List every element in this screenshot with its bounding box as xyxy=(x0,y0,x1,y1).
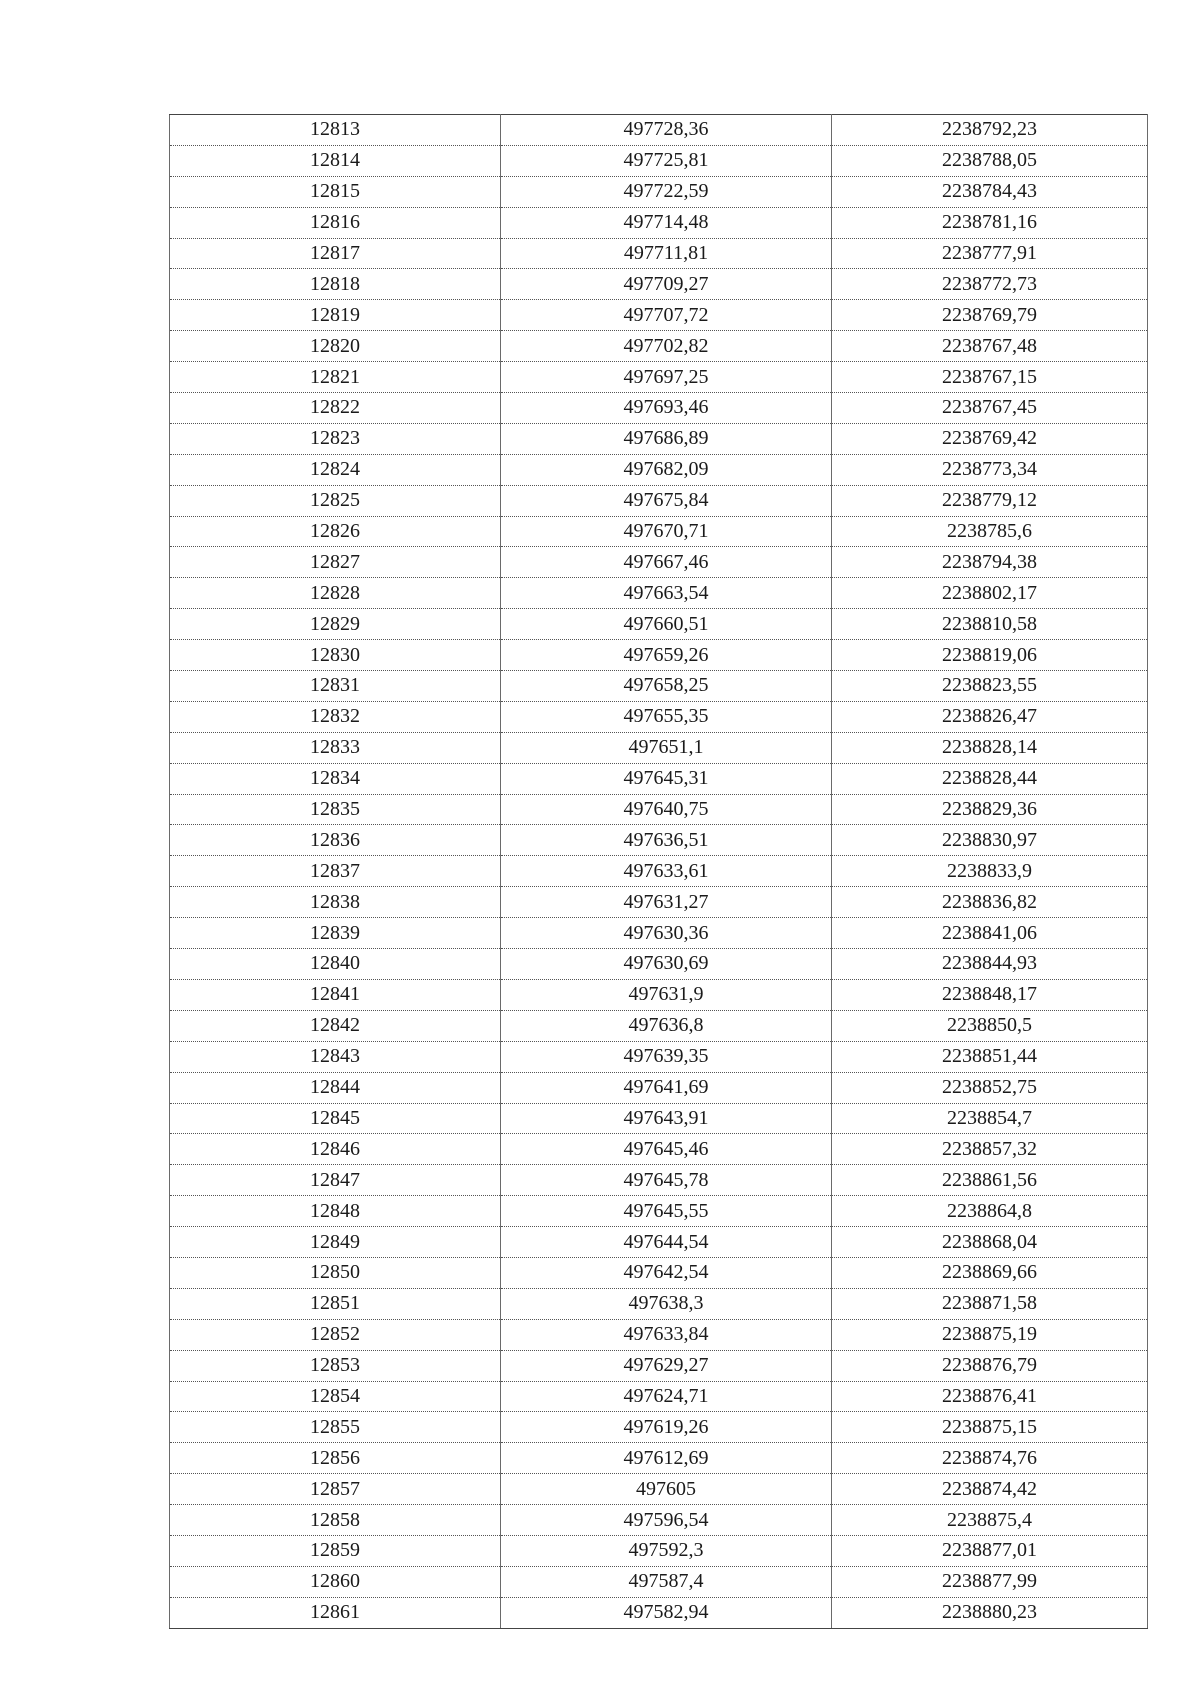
y-coordinate-cell: 2238777,91 xyxy=(832,238,1148,269)
x-coordinate-cell: 497587,4 xyxy=(501,1566,832,1597)
table-row xyxy=(170,825,1148,856)
table-row xyxy=(170,1072,1148,1103)
y-coordinate-cell: 2238848,17 xyxy=(832,979,1148,1010)
y-coordinate-cell: 2238772,73 xyxy=(832,269,1148,300)
y-coordinate-cell: 2238841,06 xyxy=(832,918,1148,949)
point-number-cell: 12836 xyxy=(170,825,501,856)
table-row xyxy=(170,763,1148,794)
x-coordinate-cell: 497592,3 xyxy=(501,1535,832,1566)
point-number-cell: 12860 xyxy=(170,1566,501,1597)
x-coordinate-cell: 497630,69 xyxy=(501,949,832,980)
x-coordinate-cell: 497630,36 xyxy=(501,918,832,949)
x-coordinate-cell: 497631,9 xyxy=(501,979,832,1010)
x-coordinate-cell: 497659,26 xyxy=(501,640,832,671)
y-coordinate-cell: 2238875,19 xyxy=(832,1319,1148,1350)
x-coordinate-cell: 497725,81 xyxy=(501,145,832,176)
point-number-cell: 12838 xyxy=(170,887,501,918)
table-row xyxy=(170,362,1148,393)
x-coordinate-cell: 497641,69 xyxy=(501,1072,832,1103)
x-coordinate-cell: 497645,46 xyxy=(501,1134,832,1165)
x-coordinate-cell: 497711,81 xyxy=(501,238,832,269)
point-number-cell: 12822 xyxy=(170,393,501,424)
point-number-cell: 12859 xyxy=(170,1535,501,1566)
y-coordinate-cell: 2238779,12 xyxy=(832,485,1148,516)
table-row xyxy=(170,207,1148,238)
x-coordinate-cell: 497645,78 xyxy=(501,1165,832,1196)
table-row xyxy=(170,949,1148,980)
y-coordinate-cell: 2238857,32 xyxy=(832,1134,1148,1165)
y-coordinate-cell: 2238877,01 xyxy=(832,1535,1148,1566)
y-coordinate-cell: 2238876,41 xyxy=(832,1381,1148,1412)
table-row xyxy=(170,1103,1148,1134)
y-coordinate-cell: 2238874,42 xyxy=(832,1474,1148,1505)
x-coordinate-cell: 497660,51 xyxy=(501,609,832,640)
point-number-cell: 12828 xyxy=(170,578,501,609)
y-coordinate-cell: 2238802,17 xyxy=(832,578,1148,609)
y-coordinate-cell: 2238844,93 xyxy=(832,949,1148,980)
point-number-cell: 12855 xyxy=(170,1412,501,1443)
x-coordinate-cell: 497638,3 xyxy=(501,1288,832,1319)
y-coordinate-cell: 2238792,23 xyxy=(832,115,1148,146)
coordinates-table-body xyxy=(170,115,1148,1629)
x-coordinate-cell: 497658,25 xyxy=(501,671,832,702)
point-number-cell: 12853 xyxy=(170,1350,501,1381)
point-number-cell: 12813 xyxy=(170,115,501,146)
x-coordinate-cell: 497636,51 xyxy=(501,825,832,856)
point-number-cell: 12814 xyxy=(170,145,501,176)
y-coordinate-cell: 2238781,16 xyxy=(832,207,1148,238)
y-coordinate-cell: 2238769,79 xyxy=(832,300,1148,331)
x-coordinate-cell: 497655,35 xyxy=(501,701,832,732)
table-row xyxy=(170,238,1148,269)
point-number-cell: 12826 xyxy=(170,516,501,547)
x-coordinate-cell: 497709,27 xyxy=(501,269,832,300)
x-coordinate-cell: 497631,27 xyxy=(501,887,832,918)
y-coordinate-cell: 2238871,58 xyxy=(832,1288,1148,1319)
point-number-cell: 12848 xyxy=(170,1196,501,1227)
point-number-cell: 12849 xyxy=(170,1227,501,1258)
point-number-cell: 12858 xyxy=(170,1505,501,1536)
x-coordinate-cell: 497667,46 xyxy=(501,547,832,578)
point-number-cell: 12817 xyxy=(170,238,501,269)
point-number-cell: 12834 xyxy=(170,763,501,794)
x-coordinate-cell: 497651,1 xyxy=(501,732,832,763)
x-coordinate-cell: 497714,48 xyxy=(501,207,832,238)
table-row xyxy=(170,1288,1148,1319)
y-coordinate-cell: 2238828,14 xyxy=(832,732,1148,763)
y-coordinate-cell: 2238850,5 xyxy=(832,1010,1148,1041)
table-row xyxy=(170,176,1148,207)
y-coordinate-cell: 2238767,48 xyxy=(832,331,1148,362)
table-row xyxy=(170,609,1148,640)
table-row xyxy=(170,578,1148,609)
y-coordinate-cell: 2238810,58 xyxy=(832,609,1148,640)
x-coordinate-cell: 497642,54 xyxy=(501,1257,832,1288)
table-row xyxy=(170,269,1148,300)
point-number-cell: 12852 xyxy=(170,1319,501,1350)
table-row xyxy=(170,145,1148,176)
y-coordinate-cell: 2238785,6 xyxy=(832,516,1148,547)
x-coordinate-cell: 497728,36 xyxy=(501,115,832,146)
table-row xyxy=(170,1381,1148,1412)
point-number-cell: 12861 xyxy=(170,1597,501,1628)
x-coordinate-cell: 497639,35 xyxy=(501,1041,832,1072)
point-number-cell: 12837 xyxy=(170,856,501,887)
point-number-cell: 12829 xyxy=(170,609,501,640)
point-number-cell: 12821 xyxy=(170,362,501,393)
table-row xyxy=(170,1010,1148,1041)
x-coordinate-cell: 497675,84 xyxy=(501,485,832,516)
table-row xyxy=(170,1566,1148,1597)
point-number-cell: 12827 xyxy=(170,547,501,578)
x-coordinate-cell: 497624,71 xyxy=(501,1381,832,1412)
y-coordinate-cell: 2238836,82 xyxy=(832,887,1148,918)
point-number-cell: 12846 xyxy=(170,1134,501,1165)
point-number-cell: 12816 xyxy=(170,207,501,238)
x-coordinate-cell: 497645,55 xyxy=(501,1196,832,1227)
table-row xyxy=(170,115,1148,146)
y-coordinate-cell: 2238788,05 xyxy=(832,145,1148,176)
table-row xyxy=(170,1505,1148,1536)
point-number-cell: 12857 xyxy=(170,1474,501,1505)
x-coordinate-cell: 497645,31 xyxy=(501,763,832,794)
point-number-cell: 12845 xyxy=(170,1103,501,1134)
x-coordinate-cell: 497682,09 xyxy=(501,454,832,485)
y-coordinate-cell: 2238876,79 xyxy=(832,1350,1148,1381)
table-row xyxy=(170,1535,1148,1566)
x-coordinate-cell: 497707,72 xyxy=(501,300,832,331)
table-row xyxy=(170,732,1148,763)
y-coordinate-cell: 2238869,66 xyxy=(832,1257,1148,1288)
y-coordinate-cell: 2238851,44 xyxy=(832,1041,1148,1072)
x-coordinate-cell: 497605 xyxy=(501,1474,832,1505)
x-coordinate-cell: 497643,91 xyxy=(501,1103,832,1134)
y-coordinate-cell: 2238767,15 xyxy=(832,362,1148,393)
point-number-cell: 12825 xyxy=(170,485,501,516)
point-number-cell: 12831 xyxy=(170,671,501,702)
x-coordinate-cell: 497619,26 xyxy=(501,1412,832,1443)
point-number-cell: 12851 xyxy=(170,1288,501,1319)
y-coordinate-cell: 2238767,45 xyxy=(832,393,1148,424)
table-row xyxy=(170,454,1148,485)
table-row xyxy=(170,918,1148,949)
x-coordinate-cell: 497663,54 xyxy=(501,578,832,609)
y-coordinate-cell: 2238880,23 xyxy=(832,1597,1148,1628)
y-coordinate-cell: 2238784,43 xyxy=(832,176,1148,207)
table-row xyxy=(170,300,1148,331)
x-coordinate-cell: 497612,69 xyxy=(501,1443,832,1474)
table-row xyxy=(170,393,1148,424)
y-coordinate-cell: 2238875,4 xyxy=(832,1505,1148,1536)
point-number-cell: 12835 xyxy=(170,794,501,825)
x-coordinate-cell: 497722,59 xyxy=(501,176,832,207)
table-row xyxy=(170,1196,1148,1227)
y-coordinate-cell: 2238861,56 xyxy=(832,1165,1148,1196)
y-coordinate-cell: 2238830,97 xyxy=(832,825,1148,856)
y-coordinate-cell: 2238773,34 xyxy=(832,454,1148,485)
y-coordinate-cell: 2238769,42 xyxy=(832,423,1148,454)
table-row xyxy=(170,1165,1148,1196)
table-row xyxy=(170,794,1148,825)
point-number-cell: 12842 xyxy=(170,1010,501,1041)
point-number-cell: 12850 xyxy=(170,1257,501,1288)
y-coordinate-cell: 2238826,47 xyxy=(832,701,1148,732)
y-coordinate-cell: 2238829,36 xyxy=(832,794,1148,825)
table-row xyxy=(170,1474,1148,1505)
point-number-cell: 12823 xyxy=(170,423,501,454)
table-row xyxy=(170,1443,1148,1474)
table-row xyxy=(170,1412,1148,1443)
table-row xyxy=(170,671,1148,702)
x-coordinate-cell: 497582,94 xyxy=(501,1597,832,1628)
y-coordinate-cell: 2238833,9 xyxy=(832,856,1148,887)
point-number-cell: 12847 xyxy=(170,1165,501,1196)
table-row xyxy=(170,1350,1148,1381)
y-coordinate-cell: 2238864,8 xyxy=(832,1196,1148,1227)
x-coordinate-cell: 497629,27 xyxy=(501,1350,832,1381)
table-row xyxy=(170,1257,1148,1288)
point-number-cell: 12839 xyxy=(170,918,501,949)
x-coordinate-cell: 497697,25 xyxy=(501,362,832,393)
point-number-cell: 12832 xyxy=(170,701,501,732)
y-coordinate-cell: 2238828,44 xyxy=(832,763,1148,794)
point-number-cell: 12841 xyxy=(170,979,501,1010)
table-row xyxy=(170,1227,1148,1258)
table-row xyxy=(170,856,1148,887)
y-coordinate-cell: 2238868,04 xyxy=(832,1227,1148,1258)
table-row xyxy=(170,423,1148,454)
table-row xyxy=(170,979,1148,1010)
table-row xyxy=(170,640,1148,671)
table-row xyxy=(170,547,1148,578)
point-number-cell: 12818 xyxy=(170,269,501,300)
point-number-cell: 12830 xyxy=(170,640,501,671)
x-coordinate-cell: 497640,75 xyxy=(501,794,832,825)
point-number-cell: 12820 xyxy=(170,331,501,362)
point-number-cell: 12843 xyxy=(170,1041,501,1072)
x-coordinate-cell: 497636,8 xyxy=(501,1010,832,1041)
table-row xyxy=(170,485,1148,516)
y-coordinate-cell: 2238794,38 xyxy=(832,547,1148,578)
point-number-cell: 12844 xyxy=(170,1072,501,1103)
x-coordinate-cell: 497686,89 xyxy=(501,423,832,454)
point-number-cell: 12819 xyxy=(170,300,501,331)
x-coordinate-cell: 497693,46 xyxy=(501,393,832,424)
table-row xyxy=(170,331,1148,362)
point-number-cell: 12840 xyxy=(170,949,501,980)
table-row xyxy=(170,1597,1148,1628)
x-coordinate-cell: 497702,82 xyxy=(501,331,832,362)
point-number-cell: 12856 xyxy=(170,1443,501,1474)
y-coordinate-cell: 2238874,76 xyxy=(832,1443,1148,1474)
point-number-cell: 12833 xyxy=(170,732,501,763)
table-row xyxy=(170,1134,1148,1165)
x-coordinate-cell: 497670,71 xyxy=(501,516,832,547)
y-coordinate-cell: 2238819,06 xyxy=(832,640,1148,671)
point-number-cell: 12854 xyxy=(170,1381,501,1412)
y-coordinate-cell: 2238854,7 xyxy=(832,1103,1148,1134)
point-number-cell: 12824 xyxy=(170,454,501,485)
y-coordinate-cell: 2238823,55 xyxy=(832,671,1148,702)
table-row xyxy=(170,1041,1148,1072)
x-coordinate-cell: 497633,61 xyxy=(501,856,832,887)
table-row xyxy=(170,1319,1148,1350)
x-coordinate-cell: 497596,54 xyxy=(501,1505,832,1536)
x-coordinate-cell: 497633,84 xyxy=(501,1319,832,1350)
x-coordinate-cell: 497644,54 xyxy=(501,1227,832,1258)
coordinates-table xyxy=(169,114,1148,1629)
table-row xyxy=(170,701,1148,732)
y-coordinate-cell: 2238877,99 xyxy=(832,1566,1148,1597)
y-coordinate-cell: 2238852,75 xyxy=(832,1072,1148,1103)
y-coordinate-cell: 2238875,15 xyxy=(832,1412,1148,1443)
table-row xyxy=(170,887,1148,918)
table-row xyxy=(170,516,1148,547)
point-number-cell: 12815 xyxy=(170,176,501,207)
